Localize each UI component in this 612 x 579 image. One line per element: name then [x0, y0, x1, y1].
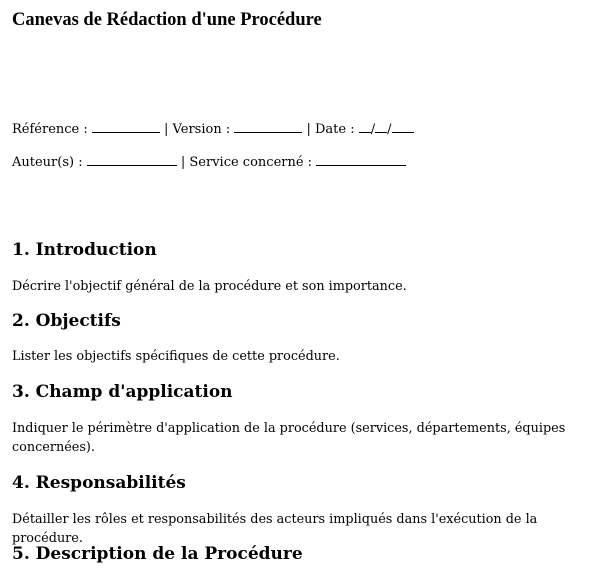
date-separator-2: / — [387, 122, 392, 137]
reference-label: Référence : — [12, 122, 88, 137]
section-text-champ-application: Indiquer le périmètre d'application de la procédure (services, départements, équipes concernées). — [12, 421, 566, 455]
reference-blank-field[interactable] — [92, 121, 160, 133]
version-label: | Version : — [164, 122, 231, 137]
date-label: | Date : — [306, 122, 355, 137]
author-label: Auteur(s) : — [12, 155, 83, 170]
version-blank-field[interactable] — [234, 121, 302, 133]
date-month-blank[interactable] — [375, 121, 387, 133]
document-title: Canevas de Rédaction d'une Procédure — [12, 10, 322, 30]
section-heading-champ-application: 3. Champ d'application — [12, 382, 233, 402]
section-heading-description: 5. Description de la Procédure — [12, 544, 303, 564]
date-day-blank[interactable] — [359, 121, 371, 133]
section-text-objectifs: Lister les objectifs spécifiques de cette procédure. — [12, 349, 340, 364]
section-heading-objectifs: 2. Objectifs — [12, 311, 121, 331]
section-text-responsabilites: Détailler les rôles et responsabilités des acteurs impliqués dans l'exécution de la procédure. — [12, 512, 538, 546]
section-heading-introduction: 1. Introduction — [12, 240, 157, 260]
date-separator-1: / — [370, 122, 376, 137]
section-text-introduction: Décrire l'objectif général de la procédure et son importance. — [12, 279, 407, 294]
service-label: | Service concerné : — [180, 155, 313, 170]
date-year-blank[interactable] — [392, 121, 414, 133]
meta-line-reference — [12, 121, 414, 137]
service-blank-field[interactable] — [316, 154, 406, 166]
author-blank-field[interactable] — [87, 154, 177, 166]
section-heading-responsabilites: 4. Responsabilités — [12, 473, 186, 493]
meta-line-author — [12, 154, 406, 170]
